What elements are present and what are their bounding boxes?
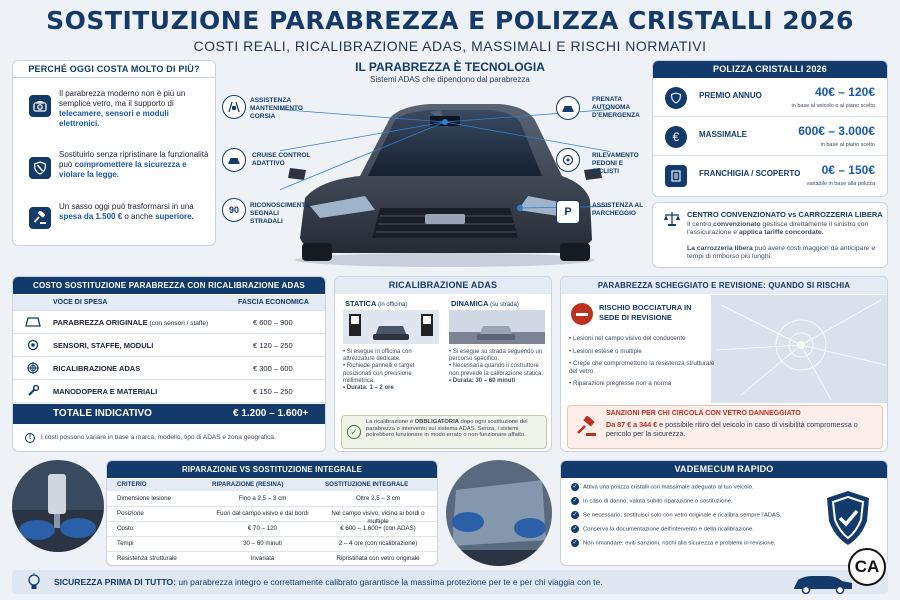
repair-title: RIPARAZIONE VS SOSTITUZIONE INTEGRALE xyxy=(107,461,437,478)
checkmark-icon: ✓ xyxy=(347,425,361,439)
dynamic-title: DINAMICA (su strada) xyxy=(451,299,519,308)
vademecum-list xyxy=(571,483,811,548)
repair-col-replace: SOSTITUZIONE INTEGRALE xyxy=(325,481,409,488)
table-row: Tempi 30 – 60 minuti 2 – 4 ore (con ricalibrazione) xyxy=(107,537,437,552)
why-para-2: Sostituirlo senza ripristinare la funzionalità può compromettere la sicurezza e violare la legge. xyxy=(59,150,209,179)
page-subtitle: COSTI REALI, RICALIBRAZIONE ADAS, MASSIMALI E RISCHI NORMATIVI xyxy=(193,38,707,54)
static-point-0: • Si esegue in officina con attrezzature dedicate. xyxy=(343,349,412,363)
footer-bar xyxy=(12,570,888,594)
why-para-1: Il parabrezza moderno non è più un semplice vetro, ma il supporto di telecamere, sensori e moduli elettronici. xyxy=(59,89,186,128)
emergency-brake-icon xyxy=(556,96,580,120)
revision-title: PARABREZZA SCHEGGIATO E REVISIONE: QUANDO SI RISCHIA xyxy=(561,277,887,294)
repair-col-criteria: CRITERIO xyxy=(117,481,147,488)
table-row xyxy=(13,334,325,357)
glass-replacement-photo xyxy=(446,460,552,566)
risk-point-2: • Crepe che compromettono la resistenza strutturale del vetro xyxy=(569,360,715,375)
check-icon: ✓ xyxy=(572,498,578,505)
policy-title: POLIZZA CRISTALLI 2026 xyxy=(653,61,887,78)
policy-value-premium: 40€ – 120€ xyxy=(814,85,875,99)
footer-car-illustration xyxy=(790,570,856,594)
check-icon: ✓ xyxy=(572,512,578,519)
policy-label-deductible: FRANCHIGIA / SCOPERTO xyxy=(699,169,801,178)
costs-total-row xyxy=(13,404,325,424)
risk-title: RISCHIO BOCCIATURA IN SEDE DI REVISIONE xyxy=(599,303,692,322)
policy-note-limit: in base al piano scelto xyxy=(820,142,875,148)
list-item: ✓ Conserva la documentazione dell'intervento e della ricalibrazione. xyxy=(572,526,755,533)
list-item: ✓ In caso di danno, valuta subito riparazione o sostituzione. xyxy=(572,498,733,505)
dynamic-point-0: • Si esegue su strada seguendo un percorso specifico. xyxy=(449,349,543,363)
cost-item-2: RICALIBRAZIONE ADAS xyxy=(53,363,141,373)
policy-row-deductible xyxy=(653,157,887,195)
repair-tool-photo xyxy=(12,460,104,552)
static-point-2: • Durata: 1 – 2 ore xyxy=(343,385,394,392)
table-row: Resistenza strutturale Invariata Ripristinata con vetro originale xyxy=(117,555,420,562)
total-value: € 1.200 – 1.600+ xyxy=(233,408,309,419)
brand-logo: CA xyxy=(848,548,886,586)
dynamic-points xyxy=(449,349,547,385)
speed-sign-icon: 90 xyxy=(222,198,246,222)
static-calibration-illustration xyxy=(343,310,439,344)
feature-cruise-control: CRUISE CONTROL ADATTIVO xyxy=(252,152,311,167)
feature-emergency-brake: FRENATA AUTONOMA D'EMERGENZA xyxy=(592,96,640,119)
vademecum-card xyxy=(560,460,888,566)
static-points xyxy=(343,349,441,392)
static-point-1: • Richiede pannelli e target posizionati con precisione millimetrica. xyxy=(343,363,415,384)
sanction-title: SANZIONI PER CHI CIRCOLA CON VETRO DANNEGGIATO xyxy=(606,410,801,417)
check-icon: ✓ xyxy=(572,484,578,490)
sensor-icon xyxy=(27,339,39,353)
check-icon: ✓ xyxy=(572,540,578,547)
vademecum-title: VADEMECUM RAPIDO xyxy=(561,461,887,478)
policy-value-deductible: 0€ – 150€ xyxy=(821,163,875,177)
static-title: STATICA (in officina) xyxy=(345,299,408,308)
policy-note-premium: in base al veicolo e al piano scelto xyxy=(791,103,875,109)
camera-icon xyxy=(29,95,51,117)
cost-range-1: € 120 – 250 xyxy=(253,340,293,350)
repair-card xyxy=(106,460,438,566)
footer-text: SICUREZZA PRIMA DI TUTTO: un parabrezza integro e correttamente calibrato garantisce la massima protezione per te e per chi viaggia con te. xyxy=(54,577,603,587)
shield-warning-icon xyxy=(29,157,51,179)
table-row: Dimensione lesione Fino a 2,5 – 3 cm Oltre 2,5 – 3 cm xyxy=(107,492,437,507)
page-title: SOSTITUZIONE PARABREZZA E POLIZZA CRISTALLI 2026 xyxy=(46,6,854,35)
total-label: TOTALE INDICATIVO xyxy=(53,408,152,419)
adas-tech-title: IL PARABREZZA È TECNOLOGIA xyxy=(355,60,545,74)
euro-coin-icon: € xyxy=(665,126,687,148)
costs-header-row xyxy=(13,295,325,311)
scales-icon xyxy=(663,211,681,232)
shield-check-large-icon xyxy=(823,489,873,547)
repair-col-repair: RIPARAZIONE (RESINA) xyxy=(212,481,284,488)
costs-col-item: VOCE DI SPESA xyxy=(53,299,108,306)
adas-calibration-card xyxy=(334,276,552,452)
gavel-sanction-icon xyxy=(576,416,598,443)
no-entry-icon xyxy=(571,303,593,325)
lightbulb-icon xyxy=(26,573,42,596)
target-icon xyxy=(27,362,39,376)
policy-value-limit: 600€ – 3.000€ xyxy=(798,124,875,138)
table-row: Costo € 70 – 120 € 600 – 1.600+ (con ADAS) xyxy=(107,522,437,537)
lane-assist-icon xyxy=(222,95,246,119)
policy-row-premium xyxy=(653,79,887,117)
wrench-icon xyxy=(27,385,39,399)
feature-sign-recognition: RICONOSCIMENTO SEGNALI STRADALI xyxy=(250,202,311,225)
pedestrian-detection-icon xyxy=(556,148,580,172)
adas-note-box xyxy=(341,415,547,449)
dynamic-calibration-illustration xyxy=(449,310,545,344)
adas-calibration-title: RICALIBRAZIONE ADAS xyxy=(335,277,551,294)
shield-check-icon xyxy=(665,87,687,109)
adas-tech-subtitle: Sistemi ADAS che dipendono dal parabrezza xyxy=(370,75,530,84)
cost-item-0: PARABREZZA ORIGINALE (con sensori / staffe) xyxy=(53,317,209,327)
repair-header-row xyxy=(107,479,437,491)
table-row: Posizione Fuori dal campo visivo e dai bordi Nel campo visivo, vicino ai bordi o multiple xyxy=(107,507,437,522)
center-vs-para-1: Il centro convenzionato gestisce direttamente il sinistro con l'assicurazione e applica tariffe concordate. xyxy=(687,221,869,236)
cruise-control-icon xyxy=(222,148,246,172)
why-card xyxy=(12,60,216,246)
center-vs-title: CENTRO CONVENZIONATO vs CARROZZERIA LIBERA xyxy=(687,210,883,219)
risk-point-3: • Riparazioni pregresse non a norma xyxy=(569,380,672,388)
center-vs-para-2: La carrozzeria libera può avere costi maggiori da anticipare e tempi di rimborso più lunghi. xyxy=(687,245,876,260)
policy-label-limit: MASSIMALE xyxy=(699,130,747,139)
parking-icon: P xyxy=(556,200,580,224)
risk-points xyxy=(569,335,719,388)
policy-card xyxy=(652,60,888,197)
revision-card xyxy=(560,276,888,452)
feature-parking-assist: ASSISTENZA AL PARCHEGGIO xyxy=(592,202,644,217)
policy-label-premium: PREMIO ANNUO xyxy=(699,91,762,100)
why-para-3: Un sasso oggi può trasformarsi in una spesa da 1.500 € o anche superiore. xyxy=(59,202,194,221)
table-row xyxy=(13,357,325,380)
center-vs-card xyxy=(652,202,888,268)
cost-range-0: € 600 – 900 xyxy=(253,317,293,327)
gavel-icon xyxy=(29,207,51,229)
risk-point-1: • Lesioni estese o multiple xyxy=(569,347,642,355)
info-icon: ! xyxy=(25,433,35,443)
costs-title: COSTO SOSTITUZIONE PARABREZZA CON RICALIBRAZIONE ADAS xyxy=(13,277,325,294)
policy-row-limit xyxy=(653,118,887,156)
cost-range-2: € 300 – 600 xyxy=(253,363,293,373)
table-row xyxy=(13,311,325,334)
feature-lane-assist: ASSISTENZA MANTENIMENTO CORSIA xyxy=(250,97,303,120)
dynamic-point-2: • Durata: 30 – 60 minuti xyxy=(449,377,516,384)
cost-item-1: SENSORI, STAFFE, MODULI xyxy=(53,340,154,350)
cracked-glass-illustration xyxy=(711,295,888,403)
adas-note: La ricalibrazione è OBBLIGATORIA dopo ogni sostituzione del parabrezza o intervento sul sistema ADAS. Senza, i sistemi potrebbero funzionare in modo errato o non funzionare affatto. xyxy=(366,419,528,439)
risk-point-0: • Lesioni nel campo visivo del conducente xyxy=(569,335,686,342)
cost-range-3: € 150 – 250 xyxy=(253,386,293,396)
policy-note-deductible: variabile in base alla polizza xyxy=(806,181,875,187)
cost-item-3: MANODOPERA E MATERIALI xyxy=(53,386,158,396)
why-title: PERCHÉ OGGI COSTA MOLTO DI PIÙ? xyxy=(13,61,215,78)
list-item: ✓ Non rimandare: eviti sanzioni, rischi alla sicurezza e problemi in revisione. xyxy=(572,540,776,547)
list-item: ✓ Attiva una polizza cristalli con massimale adeguato al tuo veicolo. xyxy=(572,484,754,491)
sanction-text: Da 87 € a 344 € e possibile ritiro del veicolo in caso di visibilità compromessa o pericolo per la sicurezza. xyxy=(606,420,858,438)
list-item: ✓ Se necessario, sostituisci solo con vetro originale e ricalibra sempre l'ADAS. xyxy=(572,512,782,519)
table-row xyxy=(13,380,325,403)
sanction-box xyxy=(567,405,883,449)
costs-card xyxy=(12,276,326,452)
dynamic-point-1: • Necessaria quando il costruttore non prevede la calibrazione statica. xyxy=(449,363,544,377)
costs-col-range: FASCIA ECONOMICA xyxy=(238,299,309,306)
check-icon: ✓ xyxy=(572,526,578,533)
costs-footnote: I costi possono variare in base a marca, modello, tipo di ADAS e zona geografica. xyxy=(41,434,276,441)
feature-pedestrian-detection: RILEVAMENTO PEDONI E CICLISTI xyxy=(592,152,639,175)
windshield-icon xyxy=(25,317,41,329)
document-icon xyxy=(665,165,687,187)
